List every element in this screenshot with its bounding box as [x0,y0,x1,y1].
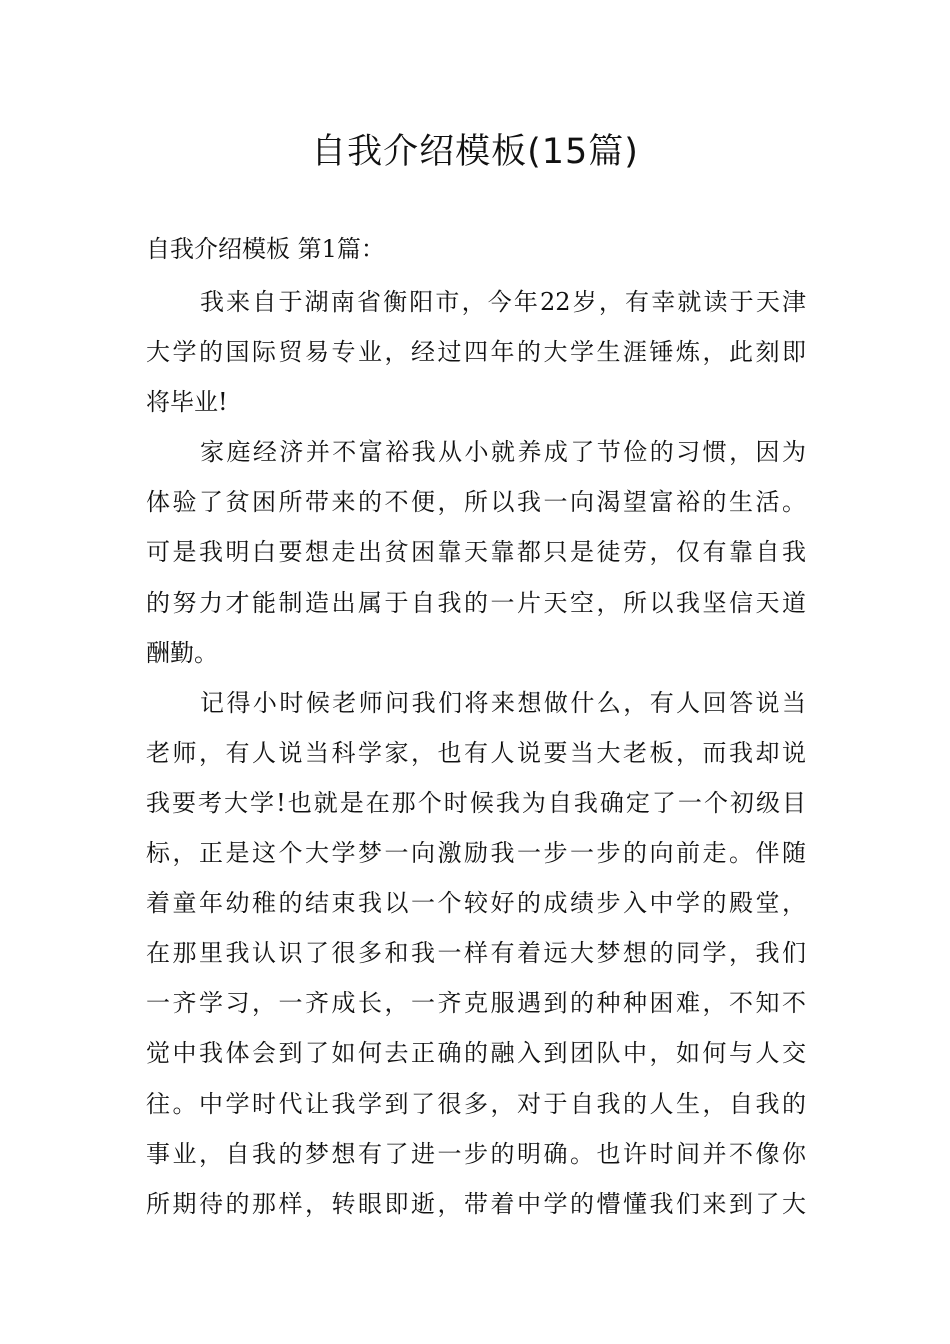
document-body [146,277,806,1229]
section-heading: 自我介绍模板 第1篇： [146,235,385,263]
text-line: 事业，自我的梦想有了进一步的明确。也许时间并不像你 [146,1139,806,1168]
text-line: 一齐学习，一齐成长，一齐克服遇到的种种困难，不知不 [146,989,806,1018]
text-line: 我要考大学!也就是在那个时候我为自我确定了一个初级目 [146,788,806,817]
text-line: 所期待的那样，转眼即逝，带着中学的懵懂我们来到了大 [146,1189,806,1218]
paragraph-1 [146,277,806,427]
text-line: 酬勤。 [146,638,218,667]
text-line: 往。中学时代让我学到了很多，对于自我的人生，自我的 [146,1089,806,1118]
text-line: 大学的国际贸易专业，经过四年的大学生涯锤炼，此刻即 [146,338,806,367]
text-line: 的努力才能制造出属于自我的一片天空，所以我坚信天道 [146,588,806,617]
text-line: 可是我明白要想走出贫困靠天靠都只是徒劳，仅有靠自我 [146,538,806,567]
text-line: 标，正是这个大学梦一向激励我一步一步的向前走。伴随 [146,839,806,868]
text-line: 老师，有人说当科学家，也有人说要当大老板，而我却说 [146,738,806,767]
document-title: 自我介绍模板(15篇) [311,132,639,172]
paragraph-3 [146,678,806,1229]
text-line: 家庭经济并不富裕我从小就养成了节俭的习惯，因为 [200,438,806,467]
text-line: 觉中我体会到了如何去正确的融入到团队中，如何与人交 [146,1039,806,1068]
text-line: 体验了贫困所带来的不便，所以我一向渴望富裕的生活。 [146,488,806,517]
text-line: 将毕业! [146,388,228,417]
text-line: 我来自于湖南省衡阳市，今年22岁，有幸就读于天津 [200,288,806,316]
paragraph-2 [146,427,806,677]
text-line: 着童年幼稚的结束我以一个较好的成绩步入中学的殿堂， [146,889,806,918]
text-line: 在那里我认识了很多和我一样有着远大梦想的同学，我们 [146,939,806,968]
text-line: 记得小时候老师问我们将来想做什么，有人回答说当 [200,688,806,717]
